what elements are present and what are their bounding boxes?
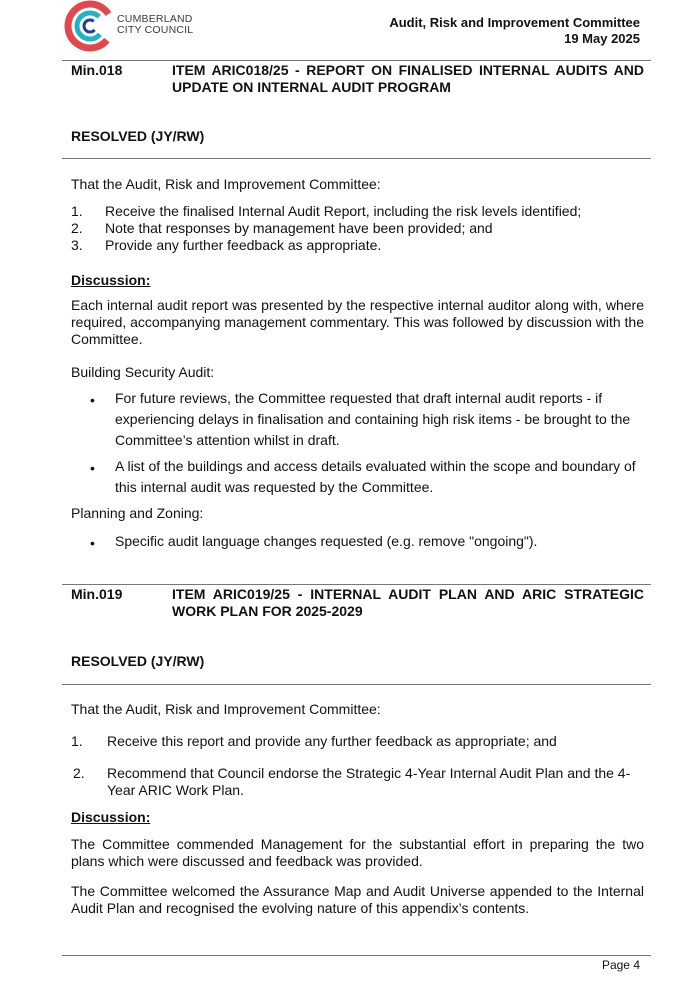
divider [62, 584, 651, 585]
list-number: 2. [73, 765, 85, 781]
council-logo-icon [64, 0, 116, 52]
document-header [389, 15, 640, 47]
discussion-paragraph: Each internal audit report was presented by the respective internal auditor along with, where required, accompanying management commentary. This was followed by discussion with the Committee. [71, 297, 644, 347]
list-item: Recommend that Council endorse the Strategic 4-Year Internal Audit Plan and the 4-Year ARIC Work Plan. [107, 765, 631, 798]
bullet-icon: • [90, 535, 95, 551]
bullet-item: Specific audit language changes requested (e.g. remove "ongoing"). [115, 533, 538, 549]
list-item: Receive this report and provide any further feedback as appropriate; and [107, 733, 557, 749]
bullet-item: For future reviews, the Committee requested that draft internal audit reports - if experiencing delays in finalisation and containing high risk items - be brought to the Committee’s attention whilst in draft. [115, 390, 631, 448]
section-label: Planning and Zoning: [71, 505, 204, 521]
minute-number: Min.018 [71, 62, 123, 78]
discussion-paragraph: The Committee welcomed the Assurance Map and Audit Universe appended to the Internal Audit Plan and recognised the evolving nature of this appendix’s contents. [71, 883, 644, 916]
list-number: 1. [71, 203, 83, 219]
committee-name: Audit, Risk and Improvement Committee [389, 15, 640, 30]
discussion-heading: Discussion: [71, 809, 151, 825]
resolution-intro: That the Audit, Risk and Improvement Committee: [71, 701, 381, 717]
minute-title: ITEM ARIC019/25 - INTERNAL AUDIT PLAN AND ARIC STRATEGIC WORK PLAN FOR 2025-2029 [172, 586, 644, 619]
bullet-item: A list of the buildings and access details evaluated within the scope and boundary of this internal audit was requested by the Committee. [115, 458, 636, 495]
resolution-intro: That the Audit, Risk and Improvement Committee: [71, 176, 381, 192]
minute-title: ITEM ARIC018/25 - REPORT ON FINALISED INTERNAL AUDITS AND UPDATE ON INTERNAL AUDIT PROGRAM [172, 62, 644, 95]
section-label: Building Security Audit: [71, 364, 215, 380]
list-item: Provide any further feedback as appropriate. [105, 237, 382, 253]
divider [62, 60, 651, 61]
list-item: Receive the finalised Internal Audit Report, including the risk levels identified; [105, 203, 582, 219]
list-number: 2. [71, 220, 83, 236]
discussion-paragraph: The Committee commended Management for the substantial effort in preparing the two plans which were discussed and feedback was provided. [71, 836, 644, 869]
list-item: Note that responses by management have been provided; and [105, 220, 493, 236]
meeting-date: 19 May 2025 [564, 31, 640, 46]
bullet-icon: • [90, 392, 95, 408]
list-number: 1. [71, 733, 83, 749]
divider [62, 684, 651, 685]
list-number: 3. [71, 237, 83, 253]
org-name: CUMBERLAND CITY COUNCIL [117, 13, 194, 36]
footer-divider [62, 955, 651, 956]
page-number: Page 4 [601, 958, 640, 972]
resolved-label: RESOLVED (JY/RW) [71, 653, 205, 669]
bullet-icon: • [90, 460, 95, 476]
resolved-label: RESOLVED (JY/RW) [71, 128, 205, 144]
discussion-heading: Discussion: [71, 272, 151, 288]
minute-number: Min.019 [71, 586, 123, 602]
divider [62, 158, 651, 159]
